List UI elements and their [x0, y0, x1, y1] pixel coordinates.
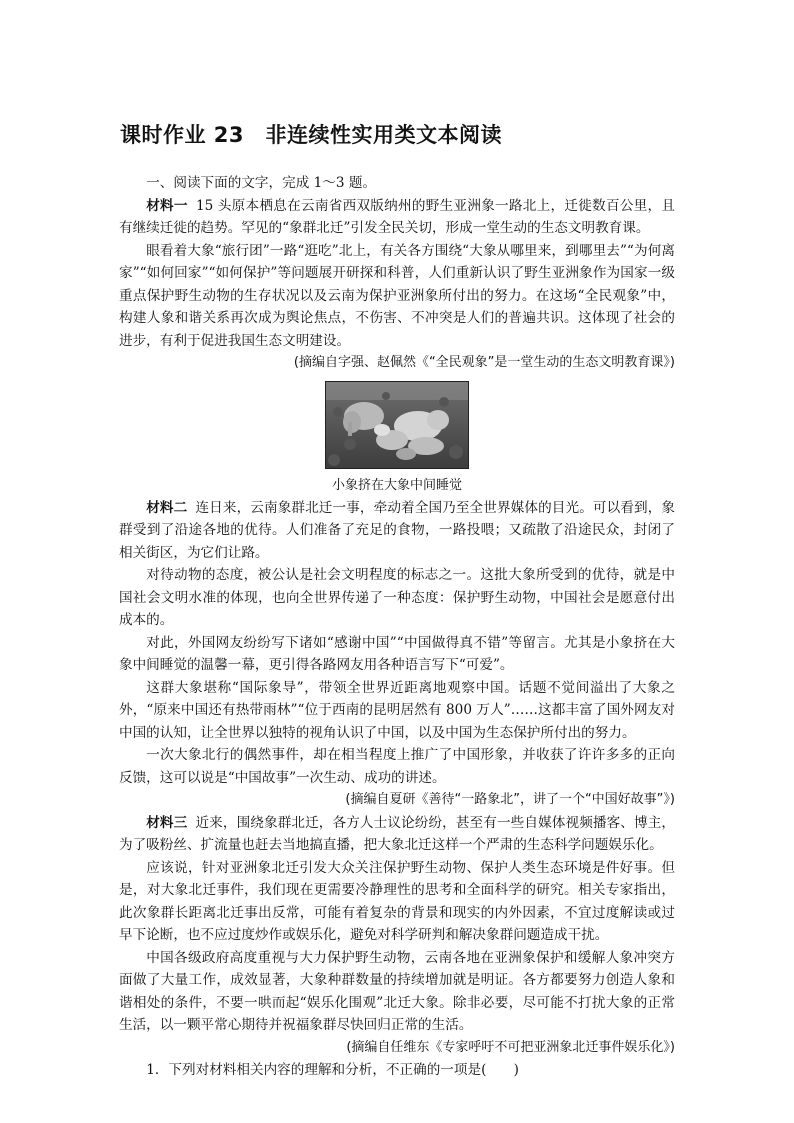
elephant-photo-image — [326, 382, 468, 468]
material3-text-1: 近来，围绕象群北迁，各方人士议论纷纷，甚至有一些自媒体视频播客、博主，为了吸粉丝、扩流量也赶去当地搞直播，把大象北迁这样一个严肃的生态科学问题娱乐化。 — [119, 814, 676, 853]
material3-paragraph-1 — [119, 812, 675, 857]
material2-paragraph-4: 这群大象堪称“国际象导”，带领全世界近距离地观察中国。话题不觉间溢出了大象之外，“原来中国还有热带雨林”“位于西南的昆明居然有 800 万人”……这都丰富了国外网友对中国的认知，让全世界以独特的视角认识了中国，以及中国为生态保护所付出的努力。 — [119, 679, 675, 741]
material2-paragraph-1 — [119, 497, 675, 565]
material1-paragraph-1 — [119, 195, 675, 240]
material3-paragraph-3: 中国各级政府高度重视与大力保护野生动物，云南各地在亚洲象保护和缓解人象冲突方面做了大量工作，成效显著，大象种群数量的持续增加就是明证。各方都要努力创造人象和谐相处的条件，不要一哄而起“娱乐化围观”北迁大象。除非必要，尽可能不打扰大象的正常生活，以一颗平常心期待并祝福象群尽快回归正常的生活。 — [119, 949, 675, 1033]
material2-paragraph-5: 一次大象北行的偶然事件，却在相当程度上推广了中国形象，并收获了许许多多的正向反馈，这可以说是“中国故事”一次生动、成功的讲述。 — [119, 747, 675, 786]
material1-paragraph-2: 眼看着大象“旅行团”一路“逛吃”北上，有关各方围绕“大象从哪里来，到哪里去”“为何离家”“如何回家”“如何保护”等问题展开研探和科普，人们重新认识了野生亚洲象作为国家一级重点保护野生动物的生存状况以及云南为保护亚洲象所付出的努力。在这场“全民观象”中，构建人象和谐关系再次成为舆论焦点，不伤害、不冲突是人们的普遍共识。这体现了社会的进步，有利于促进我国生态文明建设。 — [119, 242, 675, 349]
elephant-photo — [325, 381, 469, 469]
material3-source: (摘编自任维东《专家呼吁不可把亚洲象北迁事件娱乐化》) — [346, 1039, 675, 1055]
instruction: 一、阅读下面的文字，完成 1～3 题。 — [146, 175, 377, 191]
material2-label: 材料二 — [146, 499, 188, 516]
figure-caption: 小象挤在大象中间睡觉 — [331, 477, 462, 493]
figure — [119, 381, 675, 497]
material1-source: (摘编自字强、赵佩然《“全民观象”是一堂生动的生态文明教育课》) — [293, 355, 675, 370]
material2-paragraph-2: 对待动物的态度，被公认是社会文明程度的标志之一。这批大象所受到的优待，就是中国社会文明水准的体现，也向全世界传递了一种态度：保护野生动物，中国社会是愿意付出成本的。 — [119, 567, 675, 628]
material1-text-1: 15 头原本栖息在云南省西双版纳州的野生亚洲象一路北上，迁徙数百公里，且有继续迁徙的趋势。罕见的“象群北迁”引发全民关切，形成一堂生动的生态文明教育课。 — [119, 197, 675, 236]
document-body — [119, 172, 675, 1082]
question-1: 1．下列对材料相关内容的理解和分析，不正确的一项是( ) — [146, 1062, 519, 1078]
material2-source: (摘编自夏研《善待“一路象北”，讲了一个“中国好故事”》) — [345, 792, 675, 807]
material2-text-1: 连日来，云南象群北迁一事，牵动着全国乃至全世界媒体的目光。可以看到，象群受到了沿途各地的优待。人们准备了充足的食物，一路投喂；又疏散了沿途民众，封闭了相关街区，为它们让路。 — [119, 499, 676, 561]
material3-label: 材料三 — [146, 814, 188, 831]
page-title: 课时作业 23 非连续性实用类文本阅读 — [120, 123, 503, 147]
material1-label: 材料一 — [146, 197, 188, 214]
material2-paragraph-3: 对此，外国网友纷纷写下诸如“感谢中国”“中国做得真不错”等留言。尤其是小象挤在大象中间睡觉的温馨一幕，更引得各路网友用各种语言写下“可爱”。 — [119, 634, 675, 673]
material3-paragraph-2: 应该说，针对亚洲象北迁引发大众关注保护野生动物、保护人类生态环境是件好事。但是，对大象北迁事件，我们现在更需要冷静理性的思考和全面科学的研究。相关专家指出，此次象群长距离北迁事出反常，可能有着复杂的背景和现实的内外因素，不宜过度解读或过早下论断，也不应过度炒作或娱乐化，避免对科学研判和解决象群问题造成干扰。 — [119, 859, 675, 943]
